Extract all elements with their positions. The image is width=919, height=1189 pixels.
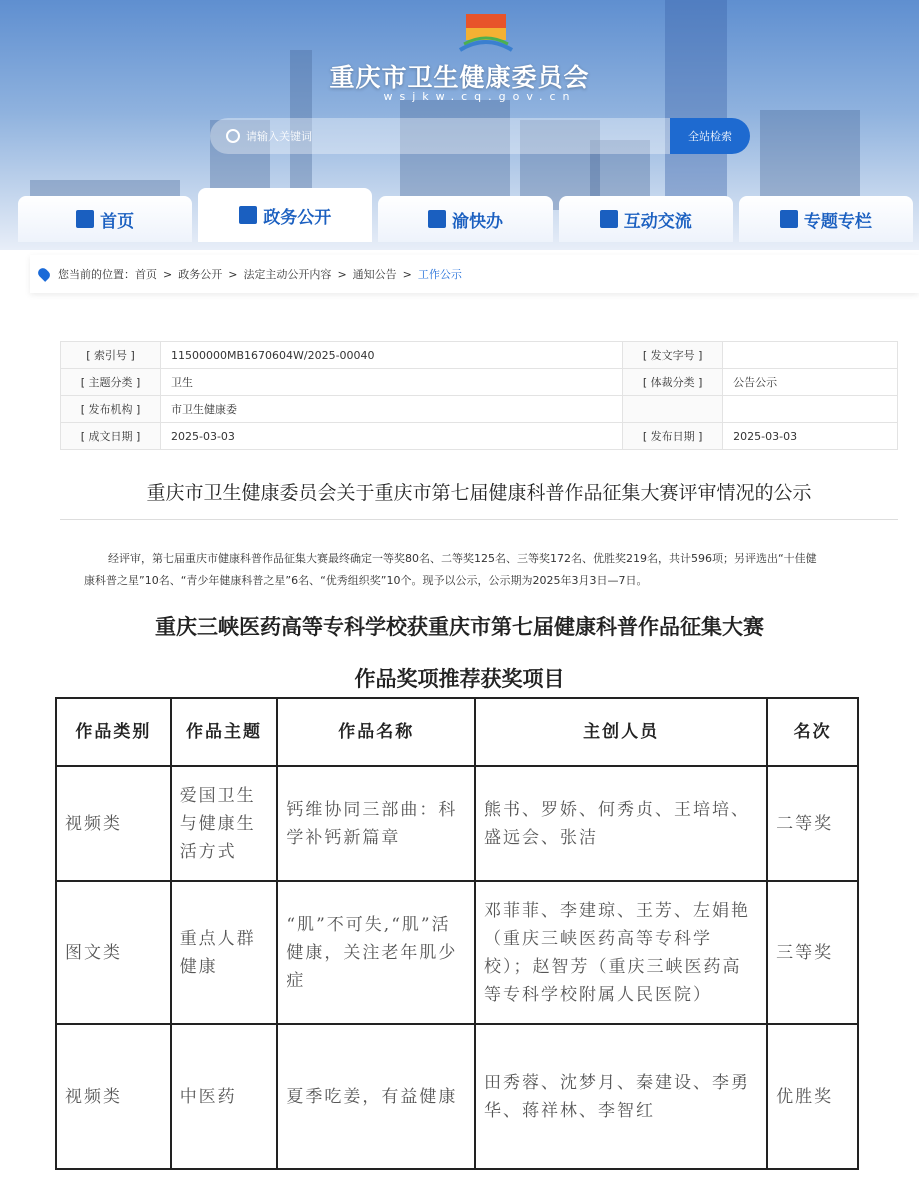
awards-header-row: [56, 698, 858, 766]
breadcrumb-gov[interactable]: 政务公开: [178, 268, 223, 281]
nav-label: 首页: [100, 211, 135, 232]
divider: [60, 519, 898, 520]
breadcrumb-sep: >: [337, 267, 347, 281]
nav-topics[interactable]: [739, 196, 913, 242]
breadcrumb-sep: >: [163, 267, 173, 281]
nav-label: 政务公开: [263, 207, 332, 228]
nav-yukuaiban[interactable]: [378, 196, 552, 242]
article-paragraph-cont: 康科普之星”10名、“青少年健康科普之星”6名、“优秀组织奖”10个。现予以公示，公示期为2025年3月3日—7日。: [84, 574, 648, 587]
meta-row: [61, 369, 898, 396]
meta-key: [ 发布机构 ]: [61, 396, 161, 423]
meta-key: [ 成文日期 ]: [61, 423, 161, 450]
column-header: 主创人员: [475, 698, 767, 766]
award-heading: 重庆三峡医药高等专科学校获重庆市第七届健康科普作品征集大赛: [155, 614, 764, 639]
meta-value: [723, 342, 898, 369]
meta-value: 11500000MB1670604W/2025-00040: [161, 342, 623, 369]
table-cell: 优胜奖: [767, 1024, 858, 1169]
grid-icon: [780, 210, 798, 228]
meta-value: 公告公示: [723, 369, 898, 396]
table-cell: 爱国卫生与健康生活方式: [171, 766, 278, 881]
nav-label: 专题专栏: [803, 211, 872, 232]
table-row: [56, 766, 858, 881]
meta-key: [ 体裁分类 ]: [623, 369, 723, 396]
breadcrumb: [30, 255, 919, 293]
meta-key: [623, 396, 723, 423]
column-header: 名次: [767, 698, 858, 766]
meta-value: 2025-03-03: [161, 423, 623, 450]
document-meta-table: [60, 341, 898, 450]
breadcrumb-sep: >: [228, 267, 238, 281]
award-image: [0, 595, 919, 1189]
table-cell: 熊书、罗娇、何秀贞、王培培、盛远会、张洁: [475, 766, 767, 881]
logo-icon: [458, 8, 514, 54]
meta-value: [723, 396, 898, 423]
home-icon: [76, 210, 94, 228]
search-icon: [226, 129, 240, 143]
table-cell: 三等奖: [767, 881, 858, 1024]
meta-key: [ 发布日期 ]: [623, 423, 723, 450]
table-cell: 田秀蓉、沈梦月、秦建设、李勇华、蒋祥林、李智红: [475, 1024, 767, 1169]
meta-value: 卫生: [161, 369, 623, 396]
table-cell: 视频类: [56, 1024, 171, 1169]
nav-government-affairs[interactable]: [198, 188, 372, 242]
table-cell: 钙维协同三部曲：科学补钙新篇章: [277, 766, 475, 881]
table-cell: 夏季吃姜，有益健康: [277, 1024, 475, 1169]
meta-row: [61, 423, 898, 450]
table-cell: 邓菲菲、李建琼、王芳、左娟艳（重庆三峡医药高等专科学校）；赵智芳（重庆三峡医药高等专科学校附属人民医院）: [475, 881, 767, 1024]
site-url: wsjkw.cq.gov.cn: [383, 90, 577, 103]
table-cell: 视频类: [56, 766, 171, 881]
table-row: [56, 881, 858, 1024]
table-cell: 二等奖: [767, 766, 858, 881]
nav-home[interactable]: [18, 196, 192, 242]
article-paragraph: 经评审，第七届重庆市健康科普作品征集大赛最终确定一等奖80名、二等奖125名、三等奖172名、优胜奖219名，共计596项；另评选出“十佳健: [108, 552, 817, 565]
breadcrumb-home[interactable]: 首页: [135, 268, 157, 281]
chat-icon: [600, 210, 618, 228]
meta-key: [ 发文字号 ]: [623, 342, 723, 369]
meta-value: 2025-03-03: [723, 423, 898, 450]
breadcrumb-prefix: 您当前的位置：: [58, 268, 135, 281]
nav-interaction[interactable]: [559, 196, 733, 242]
breadcrumb-legal[interactable]: 法定主动公开内容: [243, 268, 332, 281]
breadcrumb-sep: >: [402, 267, 412, 281]
search-input[interactable]: [210, 118, 670, 154]
search-placeholder: 请输入关键词: [246, 130, 312, 143]
awards-table: [55, 697, 859, 1170]
meta-key: [ 主题分类 ]: [61, 369, 161, 396]
table-cell: “肌”不可失,“肌”活健康，关注老年肌少症: [277, 881, 475, 1024]
bank-icon: [239, 206, 257, 224]
search-button[interactable]: 全站检索: [670, 118, 750, 154]
table-cell: 图文类: [56, 881, 171, 1024]
column-header: 作品主题: [171, 698, 278, 766]
breadcrumb-current[interactable]: 工作公示: [417, 268, 462, 281]
breadcrumb-notices[interactable]: 通知公告: [352, 268, 397, 281]
table-cell: 中医药: [171, 1024, 278, 1169]
column-header: 作品类别: [56, 698, 171, 766]
table-row: [56, 1024, 858, 1169]
award-subheading: 作品奖项推荐获奖项目: [354, 666, 565, 691]
article-title: 重庆市卫生健康委员会关于重庆市第七届健康科普作品征集大赛评审情况的公示: [146, 482, 812, 504]
column-header: 作品名称: [277, 698, 475, 766]
meta-key: [ 索引号 ]: [61, 342, 161, 369]
meta-value: 市卫生健康委: [161, 396, 623, 423]
location-pin-icon: [36, 266, 52, 282]
site-title: 重庆市卫生健康委员会: [329, 63, 590, 92]
table-cell: 重点人群健康: [171, 881, 278, 1024]
main-nav: [18, 196, 919, 242]
meta-row: [61, 342, 898, 369]
nav-label: 互动交流: [623, 211, 692, 232]
document-icon: [428, 210, 446, 228]
nav-label: 渝快办: [452, 211, 503, 232]
meta-row: [61, 396, 898, 423]
